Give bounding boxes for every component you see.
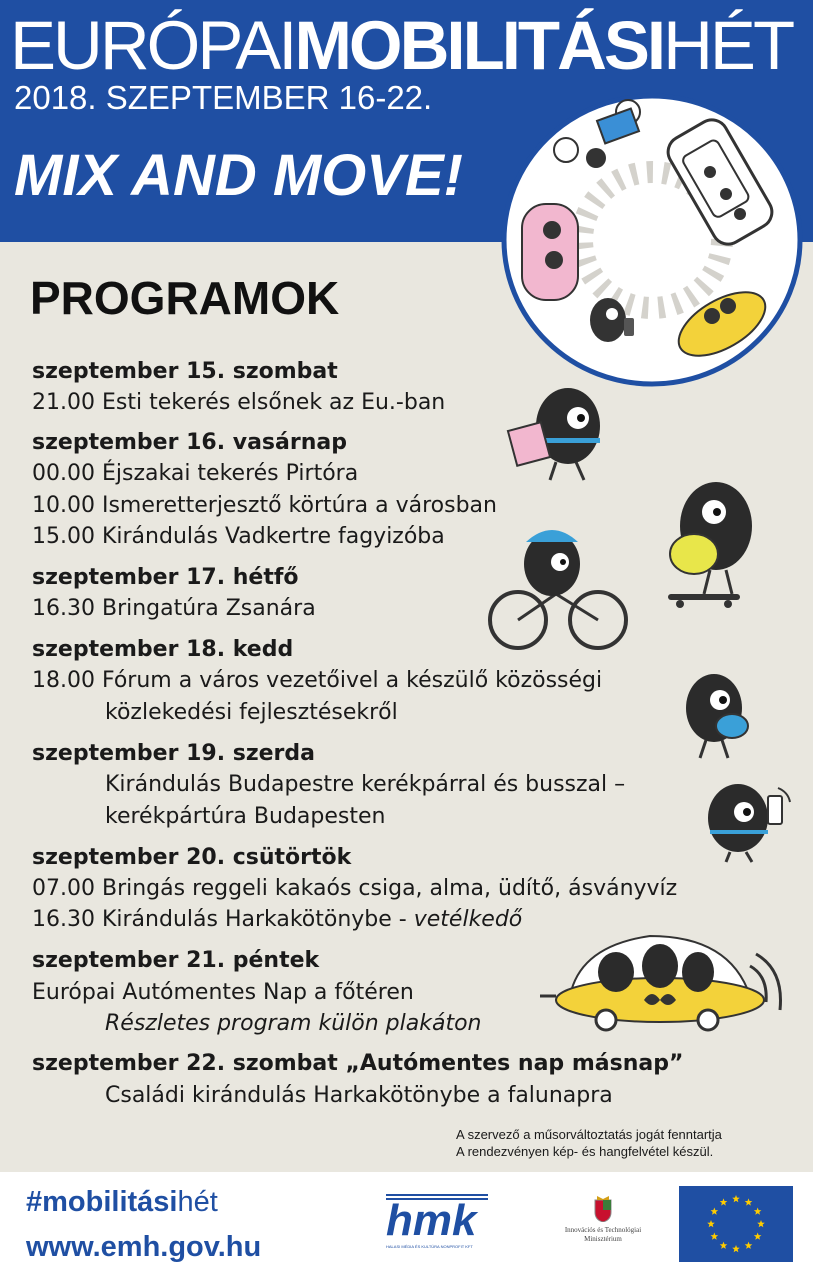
shopping-character-icon xyxy=(506,372,616,484)
program-item-italic: vetélkedő xyxy=(413,907,523,932)
electric-car-icon xyxy=(540,926,786,1038)
program-item: Családi kirándulás Harkakötönybe a falunapra xyxy=(105,1083,613,1108)
program-item-continued: közlekedési fejlesztésekről xyxy=(105,700,398,725)
program-item: 16.30 Bringatúra Zsanára xyxy=(32,596,316,621)
slogan: MIX AND MOVE! xyxy=(14,143,463,208)
title-europai: EURÓPAI xyxy=(10,7,295,84)
disclaimer-line-1: A szervező a műsorváltoztatás jogát fenntartja xyxy=(456,1127,722,1142)
disclaimer-line-2: A rendezvényen kép- és hangfelvétel készül. xyxy=(456,1144,714,1159)
poster-title xyxy=(10,8,792,84)
cyclist-character-icon xyxy=(486,524,632,654)
ministry-logo xyxy=(548,1196,658,1256)
program-item: Kirándulás Budapestre kerékpárral és busszal – xyxy=(105,772,626,797)
pink-car-icon xyxy=(522,204,578,300)
event-dates: 2018. SZEPTEMBER 16-22. xyxy=(14,79,433,116)
mobility-circle-illustration xyxy=(500,92,804,388)
website-link[interactable]: www.emh.gov.hu xyxy=(26,1231,262,1263)
day-heading: szeptember 15. szombat xyxy=(32,359,338,384)
program-item-text: 16.30 Kirándulás Harkakötönybe - xyxy=(32,907,414,932)
coat-of-arms-icon xyxy=(593,1196,613,1222)
hashtag xyxy=(26,1185,218,1219)
ministry-name-1: Innovációs és Technológiai xyxy=(564,1226,642,1234)
program-item-continued: Részletes program külön plakáton xyxy=(105,1011,482,1036)
phone-character-icon xyxy=(694,772,798,864)
program-item: 21.00 Esti tekerés elsőnek az Eu.-ban xyxy=(32,390,446,415)
hashtag-bold: #mobilitási xyxy=(26,1186,178,1218)
hmk-logo-text: hmk xyxy=(386,1196,477,1245)
disclaimer-note xyxy=(456,1126,722,1160)
title-mobilitasi: MOBILITÁSI xyxy=(294,7,664,84)
ministry-name-2: Minisztérium xyxy=(584,1235,622,1243)
program-item: 15.00 Kirándulás Vadkertre fagyizóba xyxy=(32,524,445,549)
title-het: HÉT xyxy=(663,7,793,84)
program-item-continued: kerékpártúra Budapesten xyxy=(105,804,386,829)
eu-flag-icon xyxy=(679,1186,793,1262)
hmk-logo-subtitle: HALASI MÉDIA ÉS KULTÚRA NONPROFIT KFT xyxy=(386,1244,473,1249)
day-heading: szeptember 18. kedd xyxy=(32,637,294,662)
programs-heading: PROGRAMOK xyxy=(30,272,340,324)
program-item: 18.00 Fórum a város vezetőivel a készülő közösségi xyxy=(32,668,603,693)
program-item: Európai Autómentes Nap a főtéren xyxy=(32,980,414,1005)
program-item xyxy=(32,906,522,934)
program-item: 07.00 Bringás reggeli kakaós csiga, alma, üdítő, ásványvíz xyxy=(32,876,678,901)
day-heading: szeptember 21. péntek xyxy=(32,948,320,973)
skateboarder-character-icon xyxy=(660,470,770,610)
day-heading: szeptember 16. vasárnap xyxy=(32,430,347,455)
day-heading: szeptember 19. szerda xyxy=(32,741,316,766)
program-item: 10.00 Ismeretterjesztő körtúra a városban xyxy=(32,493,497,518)
day-heading: szeptember 17. hétfő xyxy=(32,565,299,590)
camera-character-icon xyxy=(676,664,756,762)
hmk-logo xyxy=(386,1194,488,1252)
day-heading: szeptember 20. csütörtök xyxy=(32,845,352,870)
day-heading: szeptember 22. szombat „Autómentes nap másnap” xyxy=(32,1051,684,1076)
program-item: 00.00 Éjszakai tekerés Pirtóra xyxy=(32,461,359,486)
hashtag-light: hét xyxy=(177,1186,218,1218)
